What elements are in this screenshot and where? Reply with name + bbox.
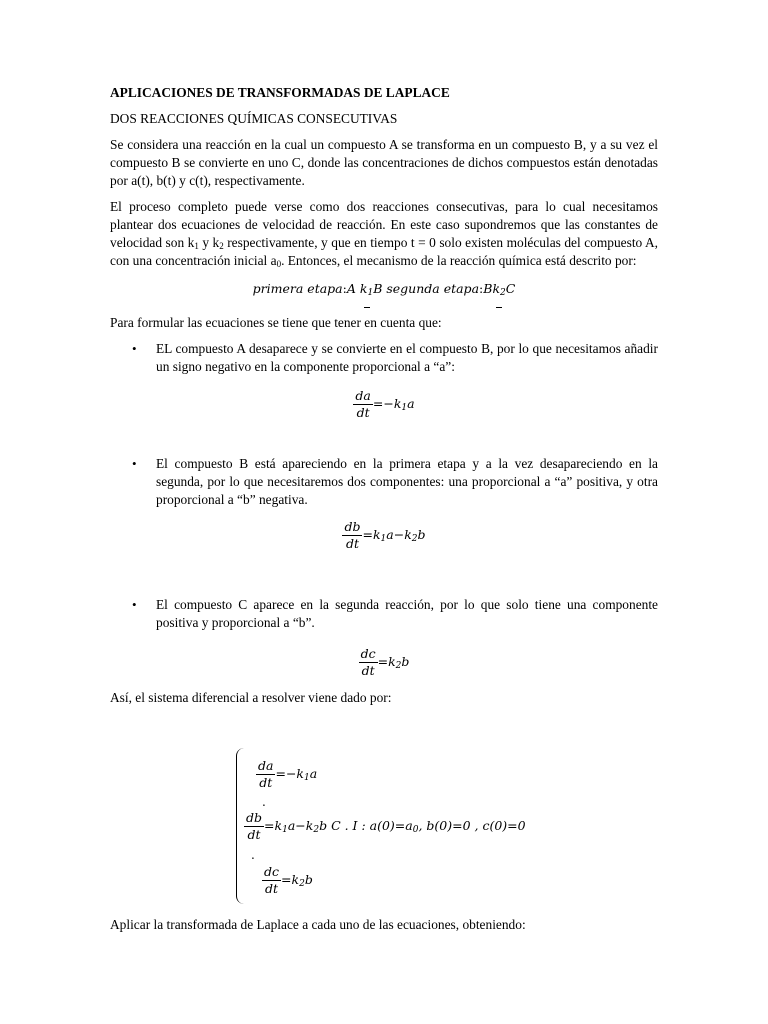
system-eq-da: $\frac{da}{dt}$ $=-k_1a$ [258,758,318,790]
paragraph-intro: Se considera una reacción en la cual un compuesto A se transforma en un compuesto B, y a su vez el compuesto B se convierte en uno C, donde las concentraciones de dichos compuestos están denotadas por a(t), b(t) y c(t), respectivamente. [110,137,658,188]
paragraph-laplace: Aplicar la transformada de Laplace a cada uno de las ecuaciones, obteniendo: [110,917,526,932]
system-eq-db: $\frac{db}{dt}$ $=k_1a-k_2b$ C . I : $a(0)=a_0$, b(0)=0 , c(0)=0 [246,810,526,842]
equation-da: $\frac{da}{dt}$ $=-k_1a$ [355,388,415,420]
bullet-icon: • [132,597,137,612]
document-body [110,84,658,715]
list-item-compound-c: • El compuesto C aparece en la segunda reacción, por lo que solo tiene una componente positiva y proporcional a “b”. [132,597,658,630]
system-eq-dc: $\frac{dc}{dt}$ $=k_2b$ [264,864,313,896]
paragraph-process: El proceso completo puede verse como dos reacciones consecutivas, para lo cual necesitamos plantear dos ecuaciones de velocidad de reacción. En este caso supondremos que las constantes de velocidad son $k_1$ y $k_2$ respectivamente, y que en tiempo t = 0 solo existen moléculas del compuesto A, con una concentración inicial $a_0$. Entonces, el mecanismo de la reacción química está descrito por: [110,199,659,269]
equation-db: $\frac{db}{dt}$ $=k_1a-k_2b$ [344,519,426,551]
equation-dc: $\frac{dc}{dt}$ $=k_2b$ [360,646,410,678]
system-dot: . [251,848,255,862]
bullet-icon: • [132,341,137,356]
document-subtitle: DOS REACCIONES QUÍMICAS CONSECUTIVAS [110,111,398,126]
bullet-icon: • [132,456,137,471]
differential-system [236,748,556,904]
mechanism-equation: primera etapa:A $k_1B$ segunda $etapa:Bk_2C$ [252,281,516,298]
paragraph-system: Así, el sistema diferencial a resolver viene dado por: [110,690,392,705]
system-dot: . [262,795,266,809]
list-item-compound-a: • EL compuesto A desaparece y se convierte en el compuesto B, por lo que necesitamos añadir un signo negativo en la componente proporcional a “a”: [132,341,658,374]
list-item-compound-b: • El compuesto B está apareciendo en la primera etapa y a la vez desapareciendo en la segunda, por lo que necesitaremos dos componentes: una proporcional a “a” positiva, y otra proporcional a “b” negativa. [132,456,658,507]
paragraph-formulate: Para formular las ecuaciones se tiene que tener en cuenta que: [110,315,442,330]
document-title: APLICACIONES DE TRANSFORMADAS DE LAPLACE [110,85,450,100]
